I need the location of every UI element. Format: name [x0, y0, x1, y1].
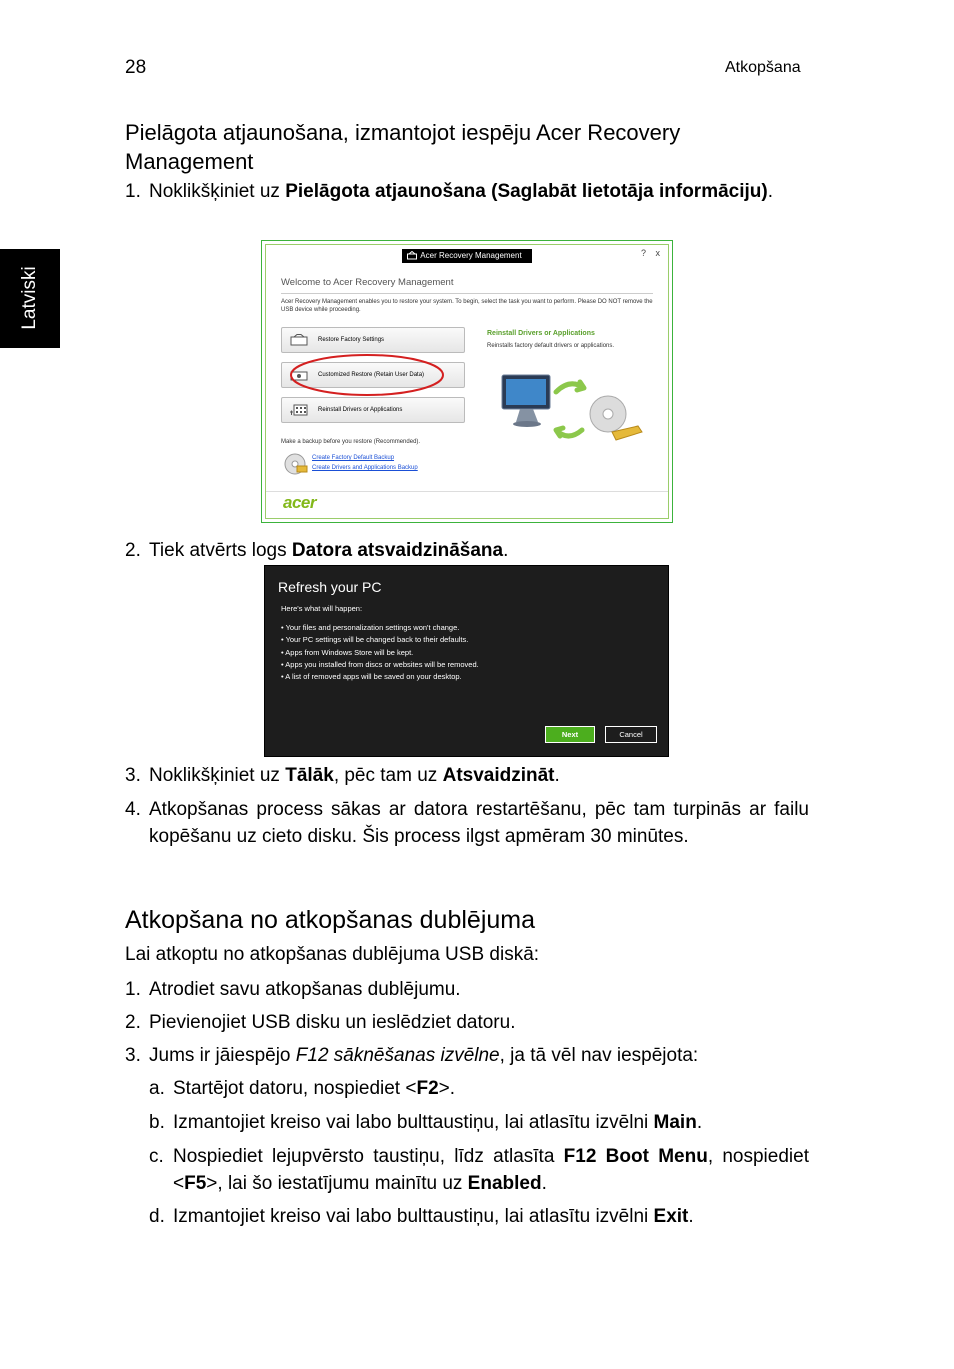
bullet-item: • Apps from Windows Store will be kept.: [281, 647, 414, 657]
refresh-pc-screenshot: [264, 565, 669, 757]
disk-icon: [290, 334, 308, 346]
apps-grid-icon: [290, 404, 308, 416]
create-factory-backup-link[interactable]: Create Factory Default Backup: [312, 455, 395, 461]
bullet-list: [281, 622, 479, 683]
button-label: Customized Restore (Retain User Data): [318, 372, 425, 378]
backup-disc-icon: [283, 452, 309, 476]
description: Acer Recovery Management enables you to restore your system. To begin, select the task you want to perform. Please DO NOT remove the USB device while proceeding.: [281, 299, 653, 313]
intro-text: Lai atkoptu no atkopšanas dublējuma USB diskā:: [125, 944, 540, 965]
window-title: Acer Recovery Management: [420, 251, 522, 260]
side-tab-label: Latviski: [19, 266, 40, 330]
item-number: 1.: [125, 181, 141, 202]
item-text: Noklikšķiniet uz Pielāgota atjaunošana (Saglabāt lietotāja informāciju).: [149, 181, 773, 202]
item-text: Atrodiet savu atkopšanas dublējumu.: [149, 979, 461, 1000]
list-item: [0, 976, 954, 1003]
item-number: 4.: [125, 799, 141, 820]
acer-logo: acer: [283, 493, 316, 512]
restore-factory-button[interactable]: [281, 327, 465, 353]
list-item: [0, 178, 954, 234]
button-label: Restore Factory Settings: [318, 337, 385, 343]
list-item: [0, 537, 954, 564]
item-text: Noklikšķiniet uz Tālāk, pēc tam uz Atsvaidzināt.: [149, 765, 560, 786]
dialog-title: Refresh your PC: [278, 579, 382, 595]
bullet-item: • Your PC settings will be changed back to their defaults.: [281, 635, 469, 645]
sub-list-item: [0, 1109, 954, 1136]
help-icon[interactable]: ?: [640, 248, 646, 258]
sub-list-item: [0, 1143, 954, 1199]
item-number: 3.: [125, 765, 141, 786]
bullet-item: • Apps you installed from discs or websites will be removed.: [281, 659, 479, 669]
window-titlebar: [266, 245, 668, 260]
recovery-app-icon: [407, 251, 417, 260]
welcome-text: Welcome to Acer Recovery Management: [281, 277, 454, 288]
panel-title: Reinstall Drivers or Applications: [487, 330, 595, 337]
item-text: Pievienojiet USB disku un ieslēdziet datoru.: [149, 1012, 516, 1033]
panel-description: Reinstalls factory default drivers or applications.: [487, 343, 615, 349]
item-number: 2.: [125, 1012, 141, 1033]
item-number: 3.: [125, 1045, 141, 1066]
item-text: Startējot datoru, nospiediet <F2>.: [173, 1078, 456, 1099]
item-number: b.: [149, 1112, 165, 1133]
section-heading: Pielāgota atjaunošana, izmantojot iespēju Acer Recovery Management: [125, 120, 681, 174]
item-number: 2.: [125, 540, 141, 561]
reinstall-illustration: [498, 370, 648, 450]
item-text: Atkopšanas process sākas ar datora restartēšanu, pēc tam turpinās ar failu kopēšanu uz cieto disku. Šis process ilgst apmēram 30 minūtes.: [149, 799, 809, 847]
highlight-ellipse: [288, 352, 446, 398]
list-item: [0, 1042, 954, 1069]
divider: [281, 293, 653, 294]
item-number: 1.: [125, 979, 141, 1000]
language-side-tab: [0, 249, 60, 348]
list-item: [0, 1009, 954, 1036]
sub-list-item: [0, 1203, 954, 1230]
running-title: Atkopšana: [725, 59, 801, 76]
bullet-item: • A list of removed apps will be saved on your desktop.: [281, 672, 462, 682]
item-text: Izmantojiet kreiso vai labo bulttaustiņu, lai atlasītu izvēlni Main.: [173, 1112, 703, 1133]
dialog-subtitle: Here's what will happen:: [281, 604, 363, 613]
item-number: d.: [149, 1206, 165, 1227]
item-text: Jums ir jāiespējo F12 sāknēšanas izvēlne, ja tā vēl nav iespējota:: [149, 1045, 699, 1066]
item-number: c.: [149, 1146, 164, 1167]
item-text: Nospiediet lejupvērsto taustiņu, līdz atlasīta F12 Boot Menu, nospiediet <F5>, lai šo iestatījumu mainītu uz Enabled.: [173, 1146, 809, 1194]
close-icon[interactable]: x: [655, 248, 660, 258]
cancel-button[interactable]: Cancel: [605, 726, 657, 743]
item-number: a.: [149, 1078, 165, 1099]
backup-note: Make a backup before you restore (Recommended).: [281, 439, 421, 445]
button-label: Reinstall Drivers or Applications: [318, 407, 403, 413]
sub-list-item: [0, 1075, 954, 1102]
section-heading: Atkopšana no atkopšanas dublējuma: [125, 906, 536, 934]
list-item: [0, 762, 954, 789]
page-number: 28: [125, 57, 147, 78]
bullet-item: • Your files and personalization settings won't change.: [281, 623, 460, 632]
reinstall-drivers-button[interactable]: [281, 397, 465, 423]
acer-recovery-screenshot: [261, 240, 673, 523]
window-footer: [266, 491, 668, 518]
item-text: Izmantojiet kreiso vai labo bulttaustiņu, lai atlasītu izvēlni Exit.: [173, 1206, 694, 1227]
next-button[interactable]: Next: [545, 726, 595, 743]
list-item: [0, 796, 954, 877]
create-drivers-backup-link[interactable]: Create Drivers and Applications Backup: [312, 465, 418, 471]
item-text: Tiek atvērts logs Datora atsvaidzināšana.: [149, 540, 509, 561]
